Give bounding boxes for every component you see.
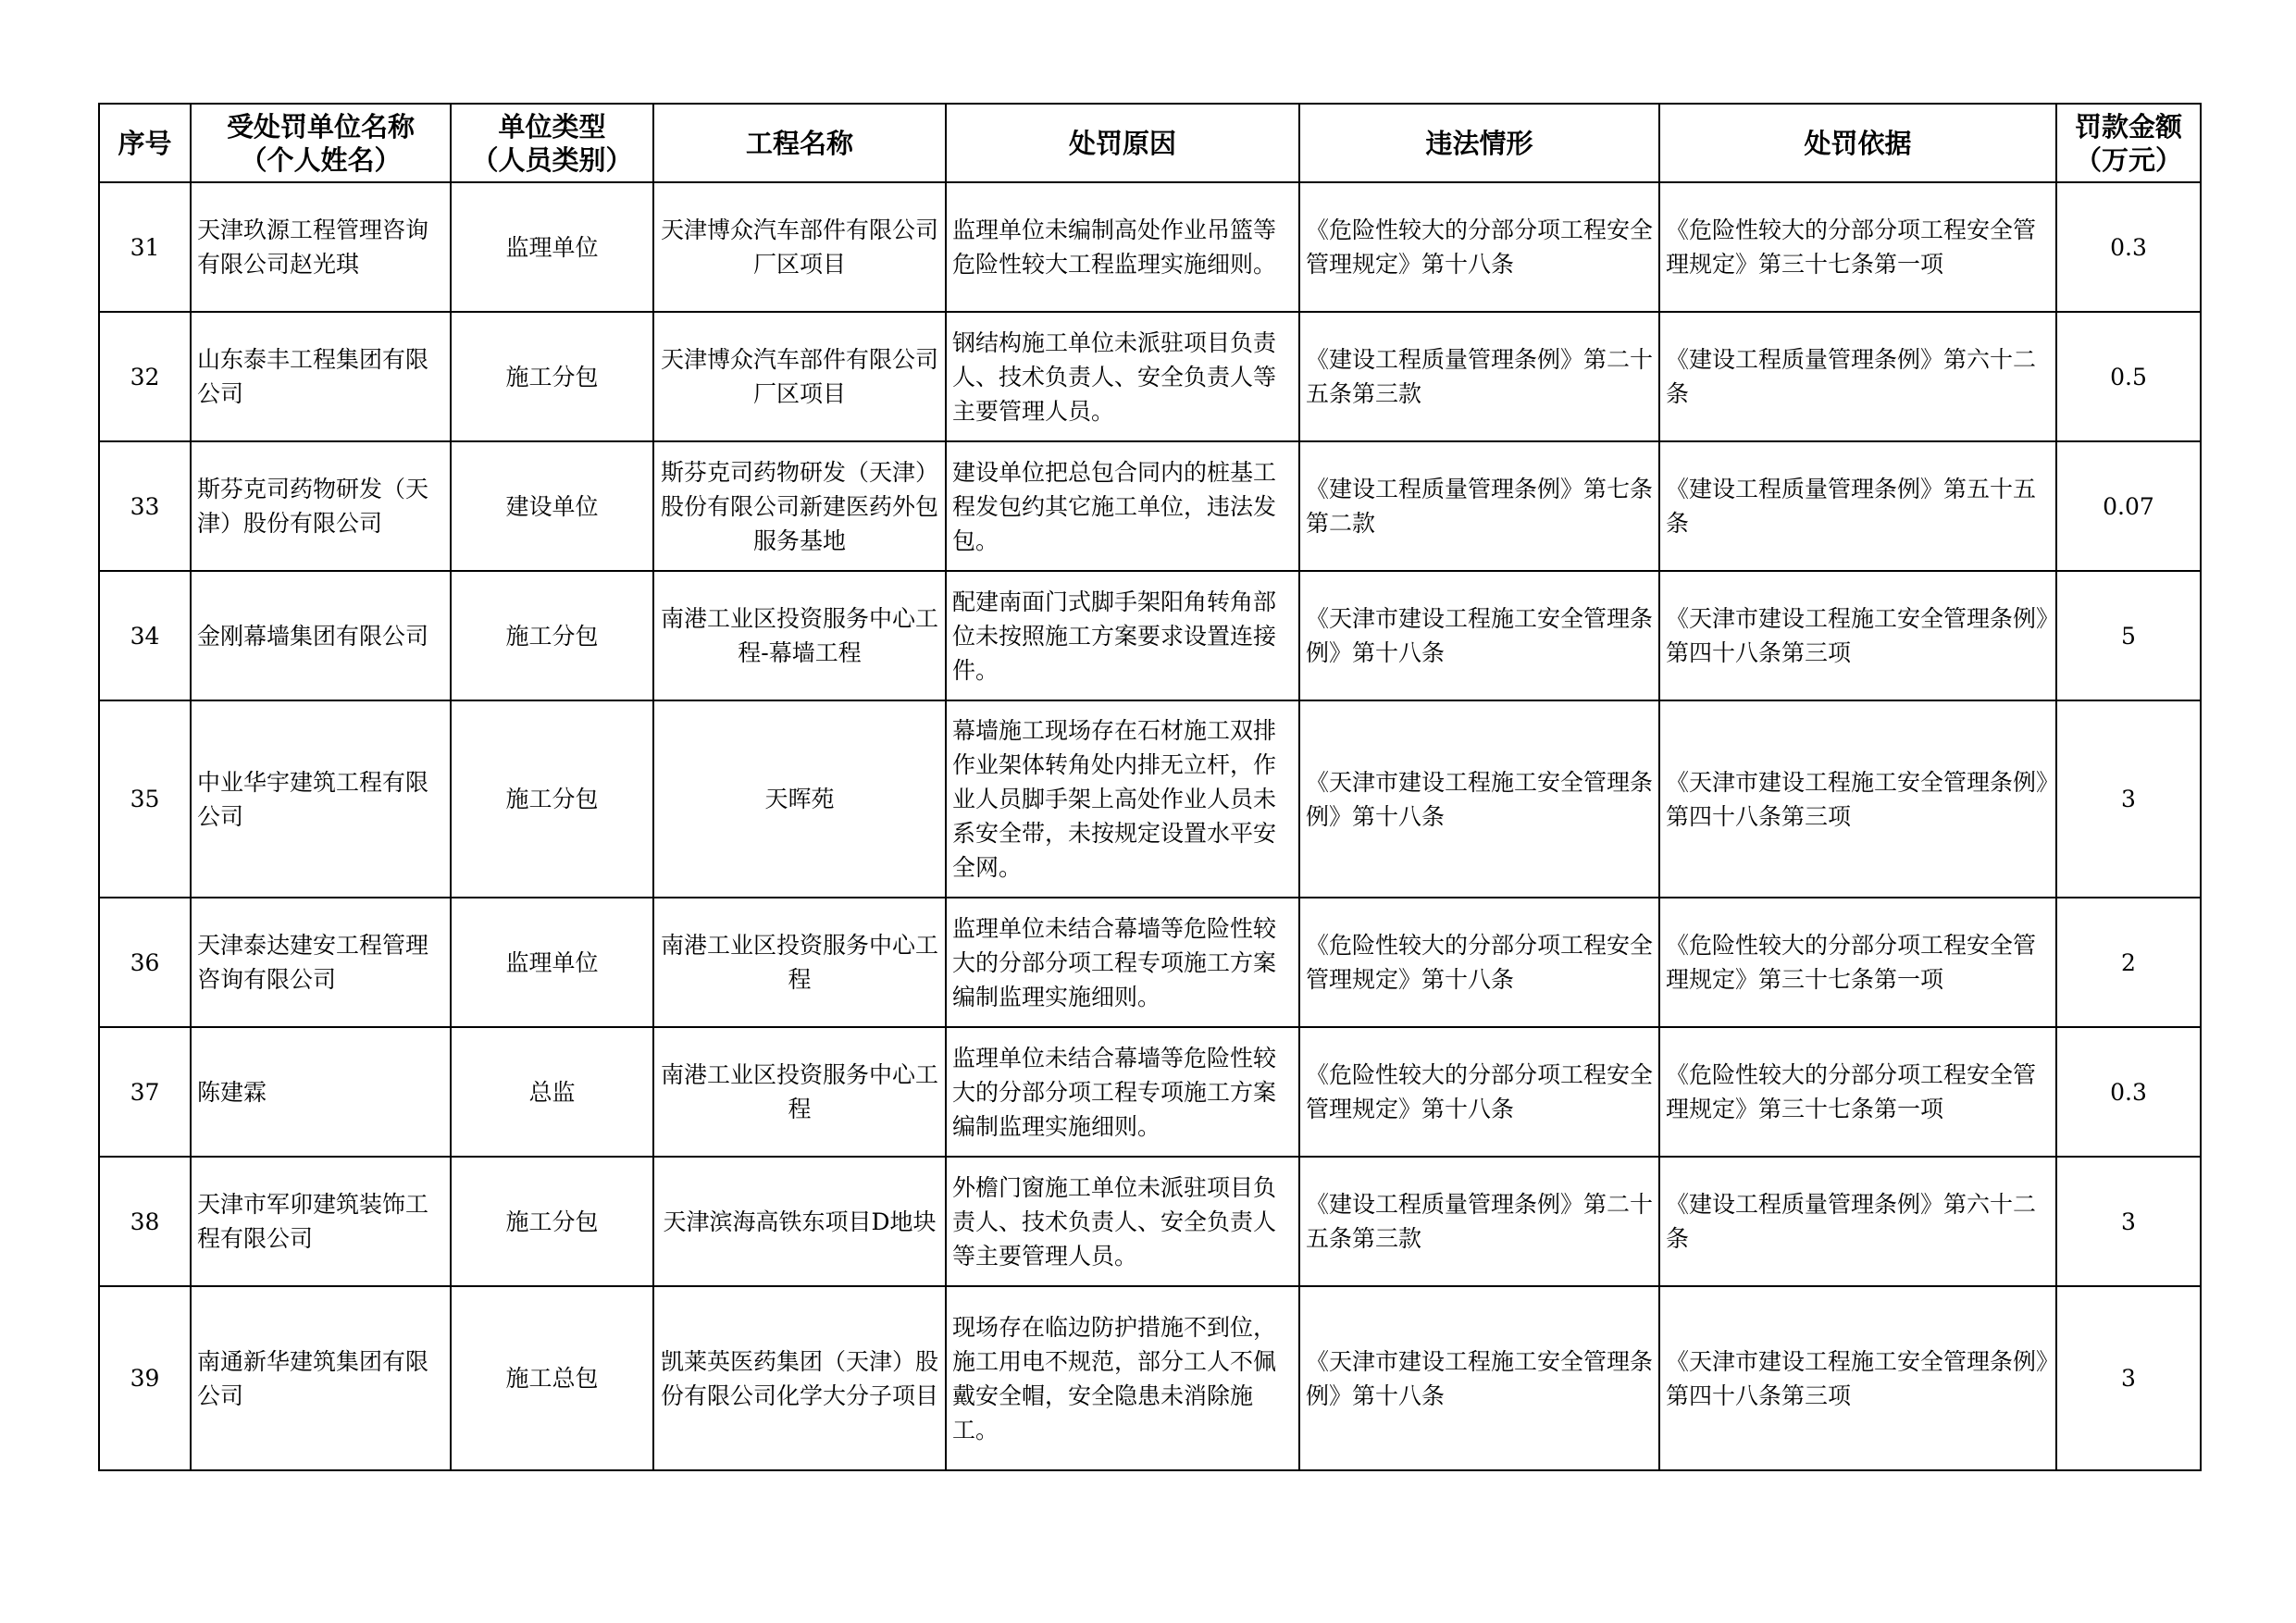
cell-index: 34 [99, 571, 191, 700]
cell-basis: 《危险性较大的分部分项工程安全管理规定》第三十七条第一项 [1659, 1027, 2056, 1157]
cell-fine: 3 [2056, 1286, 2201, 1470]
cell-entity: 天津市军卯建筑装饰工程有限公司 [191, 1157, 451, 1286]
cell-violation: 《天津市建设工程施工安全管理条例》第十八条 [1299, 700, 1659, 898]
cell-entity: 陈建霖 [191, 1027, 451, 1157]
header-entity-line2: （个人姓名） [240, 143, 402, 176]
cell-type: 总监 [451, 1027, 653, 1157]
cell-type: 监理单位 [451, 898, 653, 1027]
cell-index: 38 [99, 1157, 191, 1286]
cell-basis: 《天津市建设工程施工安全管理条例》第四十八条第三项 [1659, 1286, 2056, 1470]
cell-violation: 《危险性较大的分部分项工程安全管理规定》第十八条 [1299, 898, 1659, 1027]
cell-reason: 监理单位未结合幕墙等危险性较大的分部分项工程专项施工方案编制监理实施细则。 [946, 1027, 1299, 1157]
table-row [99, 898, 2201, 1027]
cell-entity: 天津泰达建安工程管理咨询有限公司 [191, 898, 451, 1027]
cell-entity: 山东泰丰工程集团有限公司 [191, 312, 451, 441]
cell-index: 31 [99, 182, 191, 312]
cell-reason: 建设单位把总包合同内的桩基工程发包约其它施工单位，违法发包。 [946, 441, 1299, 571]
cell-fine: 3 [2056, 1157, 2201, 1286]
cell-type: 监理单位 [451, 182, 653, 312]
cell-violation: 《天津市建设工程施工安全管理条例》第十八条 [1299, 1286, 1659, 1470]
cell-violation: 《建设工程质量管理条例》第二十五条第三款 [1299, 312, 1659, 441]
cell-reason: 监理单位未编制高处作业吊篮等危险性较大工程监理实施细则。 [946, 182, 1299, 312]
table-header [99, 104, 2201, 182]
cell-project: 天津博众汽车部件有限公司厂区项目 [653, 312, 946, 441]
cell-index: 32 [99, 312, 191, 441]
table-row [99, 1157, 2201, 1286]
table-row [99, 1286, 2201, 1470]
cell-project: 天津滨海高铁东项目D地块 [653, 1157, 946, 1286]
cell-project: 南港工业区投资服务中心工程 [653, 1027, 946, 1157]
table-body [99, 182, 2201, 1470]
table-row [99, 441, 2201, 571]
table-row [99, 700, 2201, 898]
header-basis: 处罚依据 [1659, 104, 2056, 182]
cell-violation: 《天津市建设工程施工安全管理条例》第十八条 [1299, 571, 1659, 700]
cell-type: 施工分包 [451, 312, 653, 441]
cell-project: 南港工业区投资服务中心工程-幕墙工程 [653, 571, 946, 700]
cell-project: 天津博众汽车部件有限公司厂区项目 [653, 182, 946, 312]
header-entity [191, 104, 451, 182]
table-row [99, 571, 2201, 700]
cell-index: 36 [99, 898, 191, 1027]
cell-project: 天晖苑 [653, 700, 946, 898]
cell-entity: 天津玖源工程管理咨询有限公司赵光琪 [191, 182, 451, 312]
cell-basis: 《天津市建设工程施工安全管理条例》第四十八条第三项 [1659, 700, 2056, 898]
cell-entity: 中业华宇建筑工程有限公司 [191, 700, 451, 898]
cell-index: 37 [99, 1027, 191, 1157]
header-row [99, 104, 2201, 182]
cell-entity: 斯芬克司药物研发（天津）股份有限公司 [191, 441, 451, 571]
cell-basis: 《建设工程质量管理条例》第六十二条 [1659, 1157, 2056, 1286]
cell-type: 施工分包 [451, 571, 653, 700]
cell-project: 斯芬克司药物研发（天津）股份有限公司新建医药外包服务基地 [653, 441, 946, 571]
cell-violation: 《建设工程质量管理条例》第二十五条第三款 [1299, 1157, 1659, 1286]
cell-fine: 5 [2056, 571, 2201, 700]
table-row [99, 1027, 2201, 1157]
cell-index: 39 [99, 1286, 191, 1470]
cell-fine: 0.07 [2056, 441, 2201, 571]
cell-type: 施工分包 [451, 700, 653, 898]
header-type-line2: （人员类别） [471, 143, 633, 176]
cell-violation: 《建设工程质量管理条例》第七条第二款 [1299, 441, 1659, 571]
cell-project: 凯莱英医药集团（天津）股份有限公司化学大分子项目 [653, 1286, 946, 1470]
cell-fine: 0.3 [2056, 1027, 2201, 1157]
cell-fine: 2 [2056, 898, 2201, 1027]
header-type [451, 104, 653, 182]
cell-index: 35 [99, 700, 191, 898]
cell-entity: 金刚幕墙集团有限公司 [191, 571, 451, 700]
cell-basis: 《危险性较大的分部分项工程安全管理规定》第三十七条第一项 [1659, 182, 2056, 312]
header-violation: 违法情形 [1299, 104, 1659, 182]
cell-project: 南港工业区投资服务中心工程 [653, 898, 946, 1027]
cell-reason: 现场存在临边防护措施不到位，施工用电不规范，部分工人不佩戴安全帽，安全隐患未消除施工。 [946, 1286, 1299, 1470]
header-project: 工程名称 [653, 104, 946, 182]
header-fine [2056, 104, 2201, 182]
header-reason: 处罚原因 [946, 104, 1299, 182]
cell-basis: 《建设工程质量管理条例》第五十五条 [1659, 441, 2056, 571]
cell-basis: 《建设工程质量管理条例》第六十二条 [1659, 312, 2056, 441]
cell-fine: 0.3 [2056, 182, 2201, 312]
cell-type: 施工分包 [451, 1157, 653, 1286]
cell-basis: 《危险性较大的分部分项工程安全管理规定》第三十七条第一项 [1659, 898, 2056, 1027]
table-row [99, 182, 2201, 312]
header-entity-line1: 受处罚单位名称 [226, 110, 415, 142]
cell-index: 33 [99, 441, 191, 571]
table-row [99, 312, 2201, 441]
cell-fine: 3 [2056, 700, 2201, 898]
cell-basis: 《天津市建设工程施工安全管理条例》第四十八条第三项 [1659, 571, 2056, 700]
header-fine-line1: 罚款金额 [2074, 110, 2182, 142]
header-type-line1: 单位类型 [498, 110, 606, 142]
cell-reason: 监理单位未结合幕墙等危险性较大的分部分项工程专项施工方案编制监理实施细则。 [946, 898, 1299, 1027]
cell-entity: 南通新华建筑集团有限公司 [191, 1286, 451, 1470]
cell-reason: 钢结构施工单位未派驻项目负责人、技术负责人、安全负责人等主要管理人员。 [946, 312, 1299, 441]
cell-violation: 《危险性较大的分部分项工程安全管理规定》第十八条 [1299, 182, 1659, 312]
penalty-table [98, 103, 2202, 1471]
header-index: 序号 [99, 104, 191, 182]
cell-fine: 0.5 [2056, 312, 2201, 441]
cell-violation: 《危险性较大的分部分项工程安全管理规定》第十八条 [1299, 1027, 1659, 1157]
cell-reason: 外檐门窗施工单位未派驻项目负责人、技术负责人、安全负责人等主要管理人员。 [946, 1157, 1299, 1286]
cell-reason: 配建南面门式脚手架阳角转角部位未按照施工方案要求设置连接件。 [946, 571, 1299, 700]
cell-reason: 幕墙施工现场存在石材施工双排作业架体转角处内排无立杆，作业人员脚手架上高处作业人员未系安全带，未按规定设置水平安全网。 [946, 700, 1299, 898]
cell-type: 建设单位 [451, 441, 653, 571]
header-fine-line2: （万元） [2074, 143, 2182, 176]
cell-type: 施工总包 [451, 1286, 653, 1470]
